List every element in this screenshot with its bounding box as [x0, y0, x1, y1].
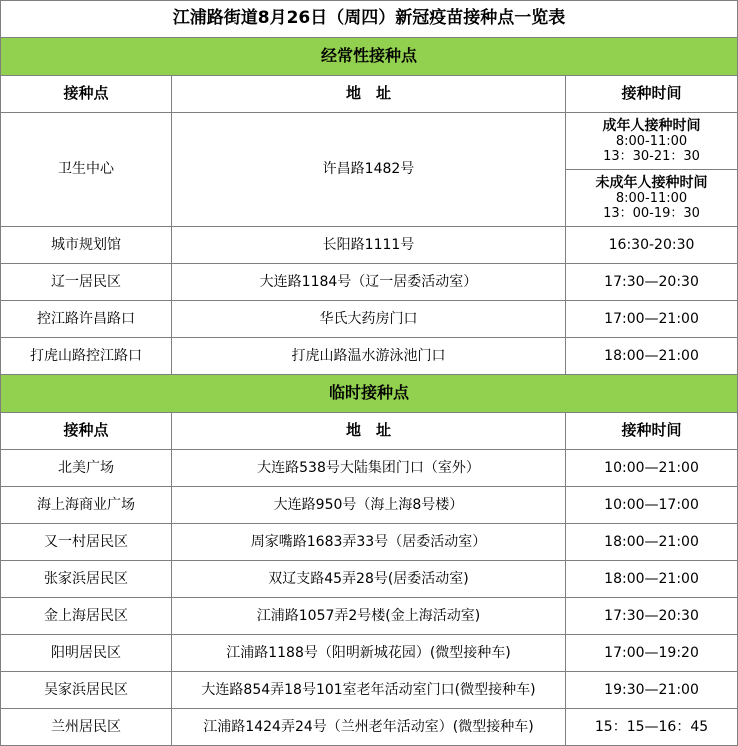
time-cell: 17:00—21:00 — [566, 301, 738, 338]
table-row — [1, 338, 738, 375]
time-cell — [566, 113, 738, 227]
header-site: 接种点 — [1, 413, 172, 450]
adult-time-morning: 8:00-11:00 — [615, 133, 688, 149]
address-cell: 双辽支路45弄28号(居委活动室) — [172, 561, 566, 598]
table-row — [1, 227, 738, 264]
address-cell: 长阳路1111号 — [172, 227, 566, 264]
address-cell: 许昌路1482号 — [172, 113, 566, 227]
header-row-temporary — [1, 413, 738, 450]
section-title-regular: 经常性接种点 — [1, 38, 738, 76]
time-cell: 15：15—16：45 — [566, 709, 738, 746]
header-address: 地 址 — [172, 413, 566, 450]
address-cell: 华氏大药房门口 — [172, 301, 566, 338]
minor-time-title: 未成年人接种时间 — [595, 174, 708, 191]
address-cell: 大连路854弄18号101室老年活动室门口(微型接种车) — [172, 672, 566, 709]
table-row — [1, 561, 738, 598]
site-cell: 阳明居民区 — [1, 635, 172, 672]
time-cell: 19:30—21:00 — [566, 672, 738, 709]
site-cell: 又一村居民区 — [1, 524, 172, 561]
table-row — [1, 635, 738, 672]
site-cell: 金上海居民区 — [1, 598, 172, 635]
time-cell: 18:00—21:00 — [566, 338, 738, 375]
minor-time-afternoon: 13：00-19：30 — [603, 205, 700, 221]
time-cell: 16:30-20:30 — [566, 227, 738, 264]
adult-time-title: 成年人接种时间 — [602, 117, 701, 134]
time-cell: 17:00—19:20 — [566, 635, 738, 672]
site-cell: 打虎山路控江路口 — [1, 338, 172, 375]
time-cell: 18:00—21:00 — [566, 524, 738, 561]
table-row — [1, 672, 738, 709]
table-row — [1, 264, 738, 301]
site-cell: 海上海商业广场 — [1, 487, 172, 524]
address-cell: 江浦路1057弄2号楼(金上海活动室) — [172, 598, 566, 635]
site-cell: 卫生中心 — [1, 113, 172, 227]
time-cell: 10:00—17:00 — [566, 487, 738, 524]
page-title: 江浦路街道8月26日（周四）新冠疫苗接种点一览表 — [1, 1, 738, 38]
site-cell: 北美广场 — [1, 450, 172, 487]
site-cell: 兰州居民区 — [1, 709, 172, 746]
header-row-regular — [1, 76, 738, 113]
site-cell: 辽一居民区 — [1, 264, 172, 301]
title-row — [1, 1, 738, 38]
site-cell: 城市规划馆 — [1, 227, 172, 264]
address-cell: 周家嘴路1683弄33号（居委活动室） — [172, 524, 566, 561]
adult-time-block — [566, 113, 737, 169]
site-cell: 控江路许昌路口 — [1, 301, 172, 338]
address-cell: 打虎山路温水游泳池门口 — [172, 338, 566, 375]
address-cell: 大连路1184号（辽一居委活动室） — [172, 264, 566, 301]
address-cell: 江浦路1188号（阳明新城花园）(微型接种车) — [172, 635, 566, 672]
header-site: 接种点 — [1, 76, 172, 113]
table-row — [1, 709, 738, 746]
site-cell: 张家浜居民区 — [1, 561, 172, 598]
header-address: 地 址 — [172, 76, 566, 113]
table-row — [1, 301, 738, 338]
adult-time-afternoon: 13：30-21：30 — [603, 148, 700, 164]
site-cell: 吴家浜居民区 — [1, 672, 172, 709]
header-time: 接种时间 — [566, 413, 738, 450]
table-row — [1, 598, 738, 635]
header-time: 接种时间 — [566, 76, 738, 113]
address-cell: 大连路950号（海上海8号楼） — [172, 487, 566, 524]
time-cell: 10:00—21:00 — [566, 450, 738, 487]
address-cell: 大连路538号大陆集团门口（室外） — [172, 450, 566, 487]
time-cell: 17:30—20:30 — [566, 598, 738, 635]
table-row — [1, 487, 738, 524]
minor-time-block — [566, 169, 737, 226]
table-row-health-center — [1, 113, 738, 227]
time-cell: 17:30—20:30 — [566, 264, 738, 301]
section-row-temporary — [1, 375, 738, 413]
section-row-regular — [1, 38, 738, 76]
minor-time-morning: 8:00-11:00 — [615, 190, 688, 206]
address-cell: 江浦路1424弄24号（兰州老年活动室）(微型接种车) — [172, 709, 566, 746]
section-title-temporary: 临时接种点 — [1, 375, 738, 413]
time-cell: 18:00—21:00 — [566, 561, 738, 598]
table-row — [1, 450, 738, 487]
table-row — [1, 524, 738, 561]
